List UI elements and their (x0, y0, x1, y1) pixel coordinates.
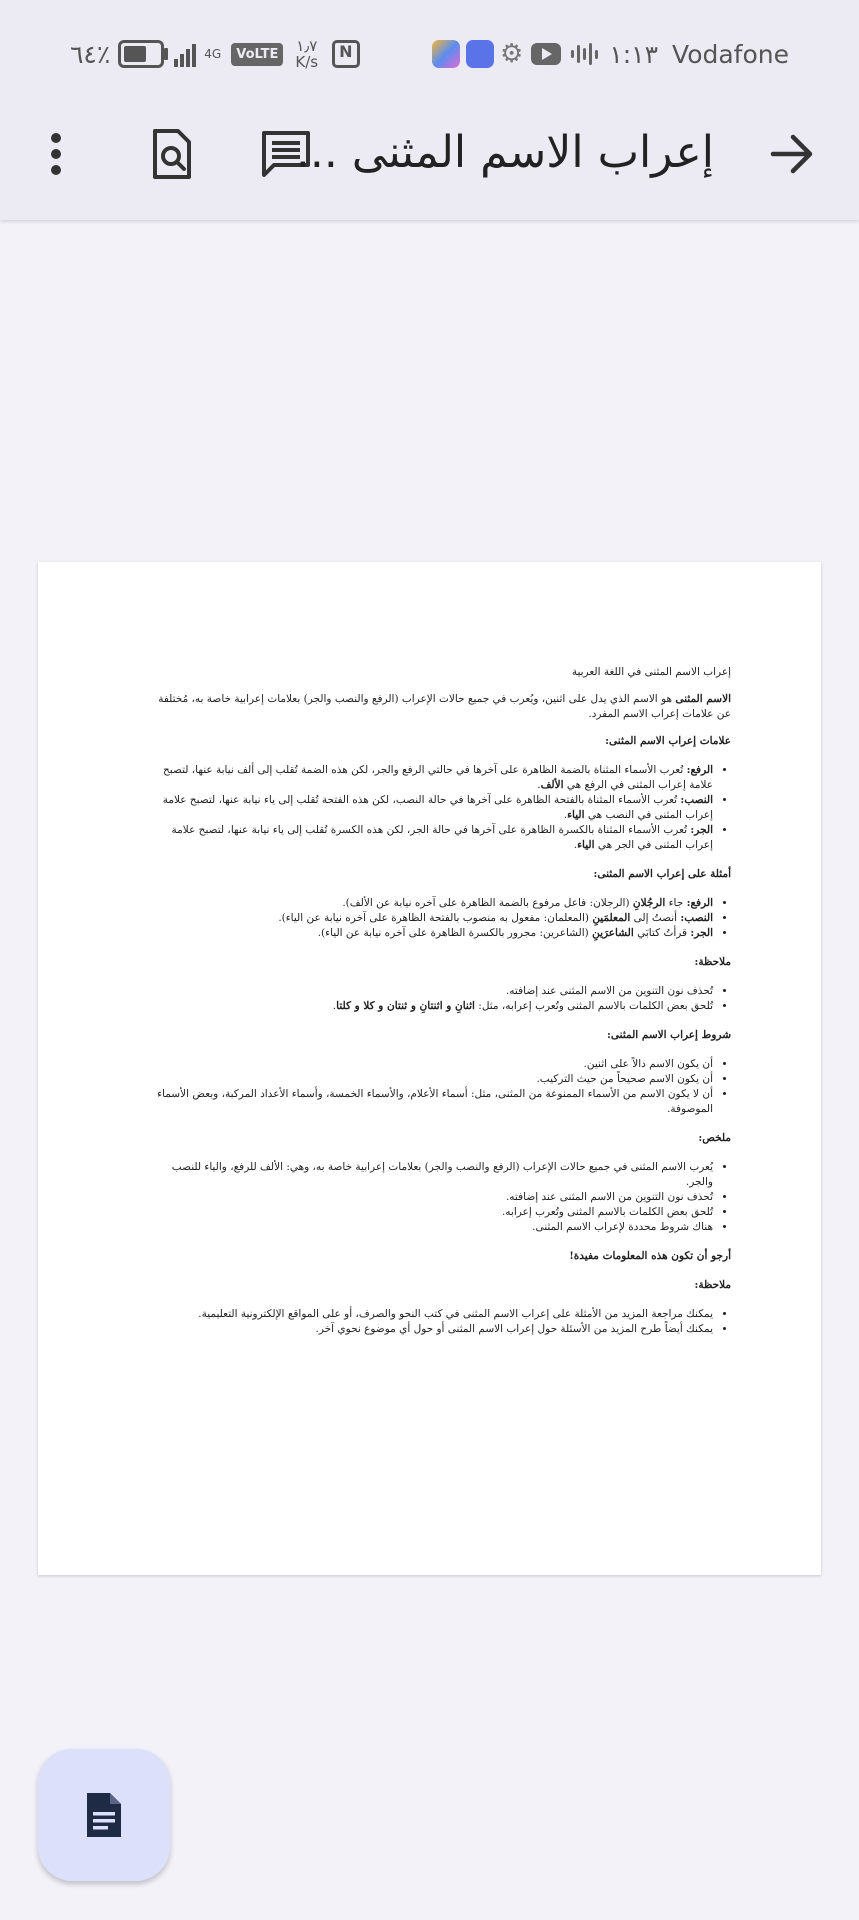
item-end: . (563, 809, 568, 821)
item-text: (الشاعرين: مجرور بالكسرة الظاهرة على آخره نيابة عن الياء). (317, 927, 593, 939)
find-in-document-button[interactable] (136, 118, 208, 190)
note1-heading: ملاحظة: (694, 956, 731, 968)
list-item (146, 926, 713, 941)
list-item (146, 911, 713, 926)
item-bold: الياء (567, 809, 585, 821)
item-pre: قرأتُ كتابَي (633, 927, 691, 939)
summary-list (146, 1160, 731, 1235)
note2-heading: ملاحظة: (694, 1279, 731, 1291)
youtube-icon (531, 43, 561, 65)
network-speed-value: ١٫٧ (296, 37, 318, 55)
list-item (146, 763, 713, 793)
closing-text: أرجو أن تكون هذه المعلومات مفيدة! (569, 1250, 731, 1262)
list-item: • يُعرب الاسم المثنى في جميع حالات الإعراب (الرفع والنصب والجر) بعلامات إعرابية خاصة به، وهي: الألف للرفع، والياء للنصب والجر. (146, 1160, 713, 1190)
item-end: . (573, 839, 578, 851)
list-item: • تُلحق بعض الكلمات بالاسم المثنى وتُعرب إعرابه. (146, 1205, 713, 1220)
item-text: تُعرب الأسماء المثناة بالفتحة الظاهرة على آخرها في حالة النصب، لكن هذه الفتحة تُقلب إلى ياء نيابة عنها، لتصبح علامة إعراب المثنى في النصب هي (162, 794, 713, 821)
examples-heading: أمثلة على إعراب الاسم المثنى: (593, 868, 731, 880)
conditions-list (146, 1057, 731, 1117)
network-speed (295, 38, 318, 70)
arrow-forward-icon (769, 131, 815, 177)
conditions-heading: شروط إعراب الاسم المثنى: (607, 1029, 731, 1041)
item-text: تُعرب الأسماء المثناة بالكسرة الظاهرة على آخرها في حالة الجر، لكن هذه الكسرة تُقلب إلى ياء نيابة عنها، لتصبح علامة إعراب المثنى في الجر هي (171, 824, 713, 851)
note1-list (146, 984, 731, 1014)
item-bold: الألف (540, 779, 564, 791)
item-bold: الرجُلانِ (632, 897, 666, 909)
list-item: • أن يكون الاسم دالاً على اثنين. (146, 1057, 713, 1072)
item-label: الرفع: (686, 764, 713, 776)
item-text: تُعرب الأسماء المثناة بالضمة الظاهرة على آخرها في حالتي الرفع والجر، لكن هذه الضمة تُقلب إلى ألف نيابة عنها، لتصبح علامة إعراب المثنى في الرفع هي (163, 764, 713, 791)
status-bar (0, 0, 859, 90)
examples-list (146, 896, 731, 941)
item-bold: اثنانِ و اثنتانِ و ثنتان و كلا و كلتا (336, 1000, 475, 1012)
doc-intro-bold: الاسم المثنى (675, 693, 731, 705)
item-bold: المعلمَينِ (592, 912, 631, 924)
signs-heading: علامات إعراب الاسم المثنى: (605, 735, 731, 747)
item-text: (الرجلان: فاعل مرفوع بالضمة الظاهرة على آخره نيابة عن الألف). (342, 897, 633, 909)
item-label: النصب: (680, 912, 713, 924)
back-button[interactable] (756, 118, 828, 190)
document-content (146, 665, 731, 1351)
edit-document-fab[interactable] (38, 1749, 170, 1881)
mail-notification-icon (466, 40, 494, 68)
document-icon (84, 1790, 124, 1840)
status-right (432, 34, 789, 74)
top-app-bar (0, 90, 859, 220)
signal-icon (174, 41, 198, 67)
list-item (146, 793, 713, 823)
list-item (146, 999, 713, 1014)
carrier-name: Vodafone (672, 39, 789, 69)
item-label: النصب: (680, 794, 713, 806)
item-end: . (537, 779, 541, 791)
list-item: • أن لا يكون الاسم من الأسماء الممنوعة من المثنى، مثل: أسماء الأعلام، والأسماء الخمسة، وأسماء الأعداد المركبة، وبعض الأسماء الموصوفة. (146, 1087, 713, 1117)
more-vert-icon (49, 132, 63, 176)
item-text: (المعلمان: مفعول به منصوب بالفتحة الظاهرة على آخره نيابة عن الياء). (278, 912, 593, 924)
list-item: • يمكنك مراجعة المزيد من الأمثلة على إعراب الاسم المثنى في كتب النحو والصرف، أو على المواقع الإلكترونية التعليمية. (146, 1307, 713, 1322)
app-notification-icon (432, 40, 460, 68)
audio-wave-icon (569, 43, 599, 65)
item-label: الجر: (690, 824, 713, 836)
list-item: • أن يكون الاسم صحيحاً من حيث التركيب. (146, 1072, 713, 1087)
item-label: الرفع: (686, 897, 713, 909)
item-pre: أنصتُ إلى (630, 912, 681, 924)
doc-intro-text: هو الاسم الذي يدل على اثنين، ويُعرب في جميع حالات الإعراب (الرفع والنصب والجر) بعلامات إعرابية خاصة به، مُختلفة عن علامات إعراب الاسم المفرد. (158, 693, 731, 720)
item-end: . (332, 1000, 337, 1012)
list-item (146, 823, 713, 853)
list-item: • يمكنك أيضاً طرح المزيد من الأسئلة حول إعراب الاسم المثنى أو حول أي موضوع نحوي آخر. (146, 1322, 713, 1337)
note2-list (146, 1307, 731, 1337)
item-text: تُلحق بعض الكلمات بالاسم المثنى وتُعرب إعرابه، مثل: (474, 1000, 713, 1012)
item-label: الجر: (690, 927, 713, 939)
doc-intro (146, 692, 731, 722)
summary-heading: ملخص: (698, 1132, 731, 1144)
list-item: • هناك شروط محددة لإعراب الاسم المثنى. (146, 1220, 713, 1235)
item-pre: جاء (665, 897, 687, 909)
status-left (70, 34, 360, 74)
document-title: إعراب الاسم المثنى ... (295, 127, 714, 178)
doc-title: إعراب الاسم المثنى في اللغة العربية (571, 666, 731, 678)
item-text: تُحذف نون التنوين من الاسم المثنى عند إضافته. (505, 985, 713, 997)
network-type: 4G (204, 47, 222, 61)
volte-badge: VoLTE (231, 43, 283, 66)
list-item: • تُحذف نون التنوين من الاسم المثنى عند إضافته. (146, 1190, 713, 1205)
network-speed-unit: K/s (295, 53, 319, 71)
battery-icon (118, 40, 164, 68)
signs-list (146, 763, 731, 853)
battery-percent: ٦٤٪ (70, 39, 111, 69)
item-bold: الشاعرَينِ (592, 927, 634, 939)
list-item (146, 984, 713, 999)
item-bold: الياء (577, 839, 595, 851)
list-item (146, 896, 713, 911)
gear-icon: ⚙ (500, 39, 524, 69)
clock: ١:١٣ (609, 39, 659, 69)
nfc-icon (332, 40, 360, 68)
more-options-button[interactable] (20, 118, 92, 190)
find-in-document-icon (150, 128, 194, 180)
document-page[interactable] (38, 562, 821, 1575)
